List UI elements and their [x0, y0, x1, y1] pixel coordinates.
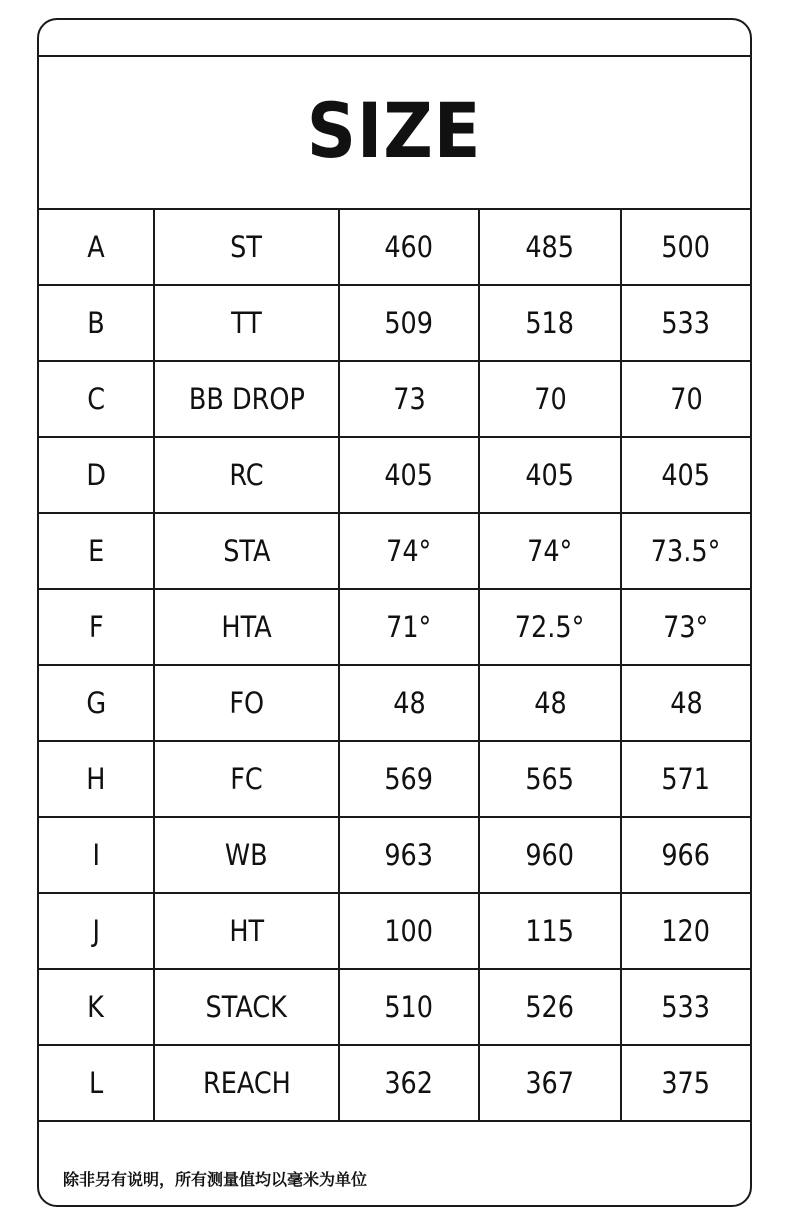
param-name: BB DROP [188, 382, 305, 416]
size-value: 500 [661, 230, 711, 264]
size-value: 74° [527, 534, 573, 568]
size-value: 960 [525, 838, 575, 872]
row-label-cell [39, 741, 154, 817]
value-cell [339, 285, 479, 361]
size-value: 73° [663, 610, 709, 644]
row-label: E [87, 534, 105, 568]
table-row [39, 969, 750, 1045]
size-value: 518 [525, 306, 575, 340]
value-cell [621, 1045, 750, 1121]
value-cell [479, 589, 621, 665]
value-cell [479, 665, 621, 741]
param-name: FO [229, 686, 264, 720]
value-cell [339, 665, 479, 741]
row-label: L [88, 1066, 104, 1100]
size-value: 405 [525, 458, 575, 492]
row-label-cell [39, 817, 154, 893]
value-cell [339, 893, 479, 969]
size-value: 509 [384, 306, 434, 340]
table-row [39, 209, 750, 285]
size-value: 73 [392, 382, 426, 416]
value-cell [479, 893, 621, 969]
value-cell [621, 285, 750, 361]
value-cell [339, 969, 479, 1045]
row-label: D [86, 458, 106, 492]
size-value: 48 [392, 686, 426, 720]
value-cell [339, 741, 479, 817]
size-value: 533 [661, 306, 711, 340]
param-cell [154, 361, 339, 437]
row-label-cell [39, 893, 154, 969]
size-value: 72.5° [515, 610, 585, 644]
row-label-cell [39, 589, 154, 665]
param-cell [154, 513, 339, 589]
value-cell [479, 361, 621, 437]
param-name: ST [230, 230, 263, 264]
size-value: 485 [525, 230, 575, 264]
param-name: FC [230, 762, 263, 796]
size-value: 362 [384, 1066, 434, 1100]
table-row [39, 361, 750, 437]
param-name: WB [225, 838, 268, 872]
size-value: 74° [386, 534, 432, 568]
row-label-cell [39, 361, 154, 437]
row-label: I [92, 838, 100, 872]
table-row [39, 589, 750, 665]
page-title: SIZE [307, 85, 482, 175]
size-value: 963 [384, 838, 434, 872]
row-label: B [87, 306, 105, 340]
value-cell [339, 817, 479, 893]
table-row [39, 893, 750, 969]
row-label: A [87, 230, 105, 264]
value-cell [621, 513, 750, 589]
row-label-cell [39, 665, 154, 741]
value-cell [621, 209, 750, 285]
param-cell [154, 285, 339, 361]
size-value: 966 [661, 838, 711, 872]
param-name: RC [229, 458, 264, 492]
size-value: 48 [533, 686, 567, 720]
param-cell [154, 969, 339, 1045]
size-value: 526 [525, 990, 575, 1024]
value-cell [479, 817, 621, 893]
value-cell [621, 817, 750, 893]
size-value: 405 [661, 458, 711, 492]
value-cell [621, 741, 750, 817]
param-name: HT [229, 914, 264, 948]
param-cell [154, 741, 339, 817]
row-label: C [87, 382, 105, 416]
param-cell [154, 209, 339, 285]
size-value: 405 [384, 458, 434, 492]
row-label-cell [39, 969, 154, 1045]
row-label: K [87, 990, 105, 1024]
value-cell [339, 209, 479, 285]
value-cell [479, 209, 621, 285]
title-section [39, 55, 750, 212]
size-value: 73.5° [651, 534, 721, 568]
size-value: 48 [669, 686, 703, 720]
param-name: STA [222, 534, 271, 568]
value-cell [479, 741, 621, 817]
value-cell [339, 361, 479, 437]
size-value: 569 [384, 762, 434, 796]
table-row [39, 741, 750, 817]
table-row [39, 285, 750, 361]
size-value: 71° [386, 610, 432, 644]
footnote: 除非另有说明，所有测量值均以毫米为单位 [63, 1170, 368, 1189]
value-cell [621, 361, 750, 437]
value-cell [621, 893, 750, 969]
value-cell [479, 1045, 621, 1121]
size-value: 565 [525, 762, 575, 796]
value-cell [621, 665, 750, 741]
size-value: 120 [661, 914, 711, 948]
value-cell [479, 513, 621, 589]
param-name: REACH [202, 1066, 291, 1100]
value-cell [339, 437, 479, 513]
row-label-cell [39, 1045, 154, 1121]
value-cell [339, 589, 479, 665]
param-name: TT [231, 306, 262, 340]
table-row [39, 665, 750, 741]
row-label-cell [39, 437, 154, 513]
row-label-cell [39, 209, 154, 285]
size-value: 367 [525, 1066, 575, 1100]
value-cell [479, 969, 621, 1045]
size-value: 115 [525, 914, 575, 948]
size-value: 375 [661, 1066, 711, 1100]
param-name: STACK [205, 990, 288, 1024]
param-cell [154, 817, 339, 893]
value-cell [479, 437, 621, 513]
param-name: HTA [221, 610, 272, 644]
param-cell [154, 437, 339, 513]
row-label: J [92, 914, 100, 948]
table-row [39, 513, 750, 589]
value-cell [621, 589, 750, 665]
size-value: 510 [384, 990, 434, 1024]
param-cell [154, 893, 339, 969]
table-row [39, 817, 750, 893]
size-value: 100 [384, 914, 434, 948]
row-label-cell [39, 285, 154, 361]
value-cell [479, 285, 621, 361]
value-cell [339, 513, 479, 589]
value-cell [621, 969, 750, 1045]
value-cell [339, 1045, 479, 1121]
value-cell [621, 437, 750, 513]
size-table [39, 208, 750, 1122]
size-value: 70 [533, 382, 567, 416]
param-cell [154, 665, 339, 741]
row-label-cell [39, 513, 154, 589]
row-label: G [86, 686, 106, 720]
row-label: F [88, 610, 104, 644]
size-value: 571 [661, 762, 711, 796]
param-cell [154, 589, 339, 665]
size-value: 533 [661, 990, 711, 1024]
size-chart-card [37, 18, 752, 1207]
size-value: 460 [384, 230, 434, 264]
size-value: 70 [669, 382, 703, 416]
row-label: H [86, 762, 106, 796]
table-row [39, 437, 750, 513]
param-cell [154, 1045, 339, 1121]
table-row [39, 1045, 750, 1121]
